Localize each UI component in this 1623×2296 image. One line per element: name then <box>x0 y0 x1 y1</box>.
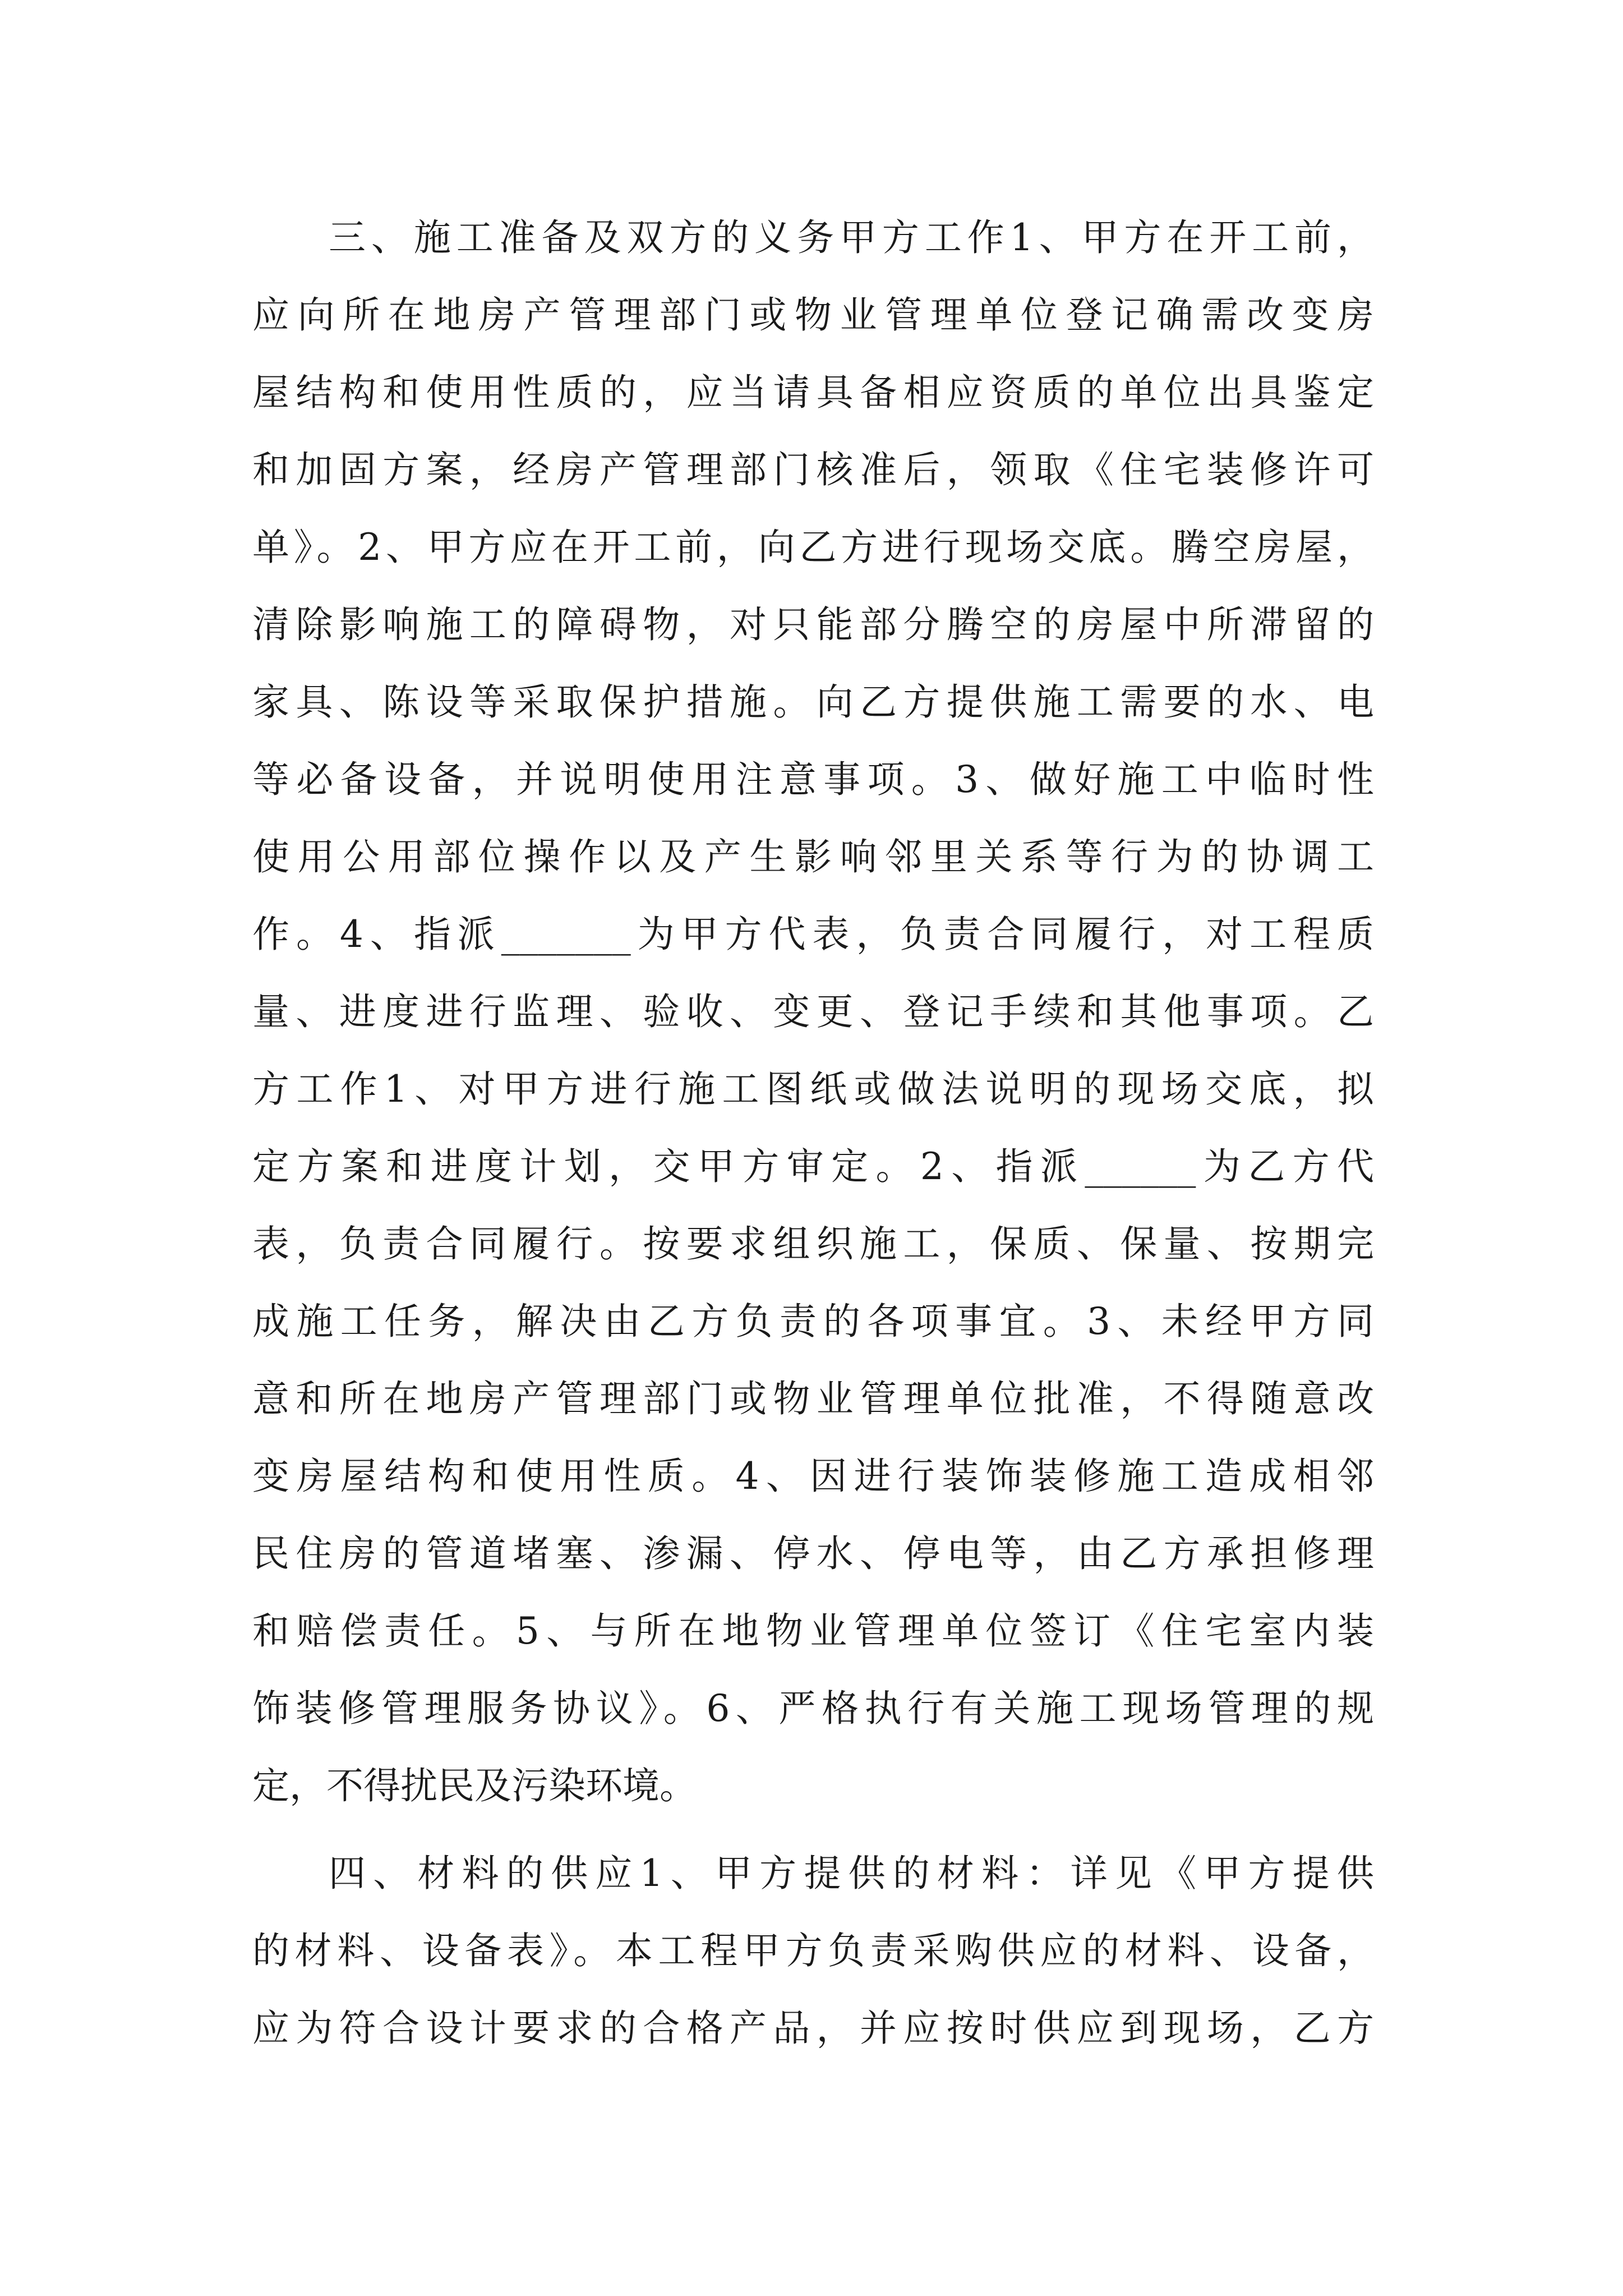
text-line: 四、材料的供应1、甲方提供的材料：详见《甲方提供 <box>329 1852 1374 1895</box>
text-line: 定，不得扰民及污染环境。 <box>252 1764 697 1807</box>
text-line: 方工作1、对甲方进行施工图纸或做法说明的现场交底，拟 <box>252 1068 1374 1111</box>
text-line: 变房屋结构和使用性质。4、因进行装饰装修施工造成相邻 <box>252 1455 1374 1498</box>
text-line: 屋结构和使用性质的，应当请具备相应资质的单位出具鉴定 <box>252 371 1374 414</box>
text-line: 和赔偿责任。5、与所在地物业管理单位签订《住宅室内装 <box>252 1609 1374 1653</box>
text-line: 和加固方案，经房产管理部门核准后，领取《住宅装修许可 <box>252 448 1374 491</box>
text-line: 饰装修管理服务协议》。6、严格执行有关施工现场管理的规 <box>252 1687 1374 1730</box>
text-line: 使用公用部位操作以及产生影响邻里关系等行为的协调工 <box>252 835 1374 878</box>
text-line: 单》。2、甲方应在开工前，向乙方进行现场交底。腾空房屋， <box>252 526 1374 569</box>
text-line: 应为符合设计要求的合格产品，并应按时供应到现场，乙方 <box>252 2007 1374 2050</box>
paragraph-construction-preparation <box>252 199 1374 1825</box>
text-line: 三、施工准备及双方的义务甲方工作1、甲方在开工前， <box>329 216 1374 259</box>
text-line: 意和所在地房产管理部门或物业管理单位批准，不得随意改 <box>252 1377 1374 1420</box>
text-line: 成施工任务，解决由乙方负责的各项事宜。3、未经甲方同 <box>252 1300 1374 1343</box>
document-body <box>252 199 1374 2067</box>
text-line: 清除影响施工的障碍物，对只能部分腾空的房屋中所滞留的 <box>252 603 1374 646</box>
text-line: 民住房的管道堵塞、渗漏、停水、停电等，由乙方承担修理 <box>252 1532 1374 1575</box>
text-line: 作。4、指派_______为甲方代表，负责合同履行，对工程质 <box>252 913 1374 956</box>
text-line: 定方案和进度计划，交甲方审定。2、指派______为乙方代 <box>252 1145 1374 1188</box>
text-line: 量、进度进行监理、验收、变更、登记手续和其他事项。乙 <box>252 990 1374 1033</box>
text-line: 的材料、设备表》。本工程甲方负责采购供应的材料、设备， <box>252 1929 1374 1972</box>
text-line: 家具、陈设等采取保护措施。向乙方提供施工需要的水、电 <box>252 680 1374 724</box>
paragraph-material-supply <box>252 1835 1374 2067</box>
text-line: 等必备设备，并说明使用注意事项。3、做好施工中临时性 <box>252 758 1374 801</box>
text-line: 应向所在地房产管理部门或物业管理单位登记确需改变房 <box>252 293 1374 337</box>
text-line: 表，负责合同履行。按要求组织施工，保质、保量、按期完 <box>252 1222 1374 1266</box>
